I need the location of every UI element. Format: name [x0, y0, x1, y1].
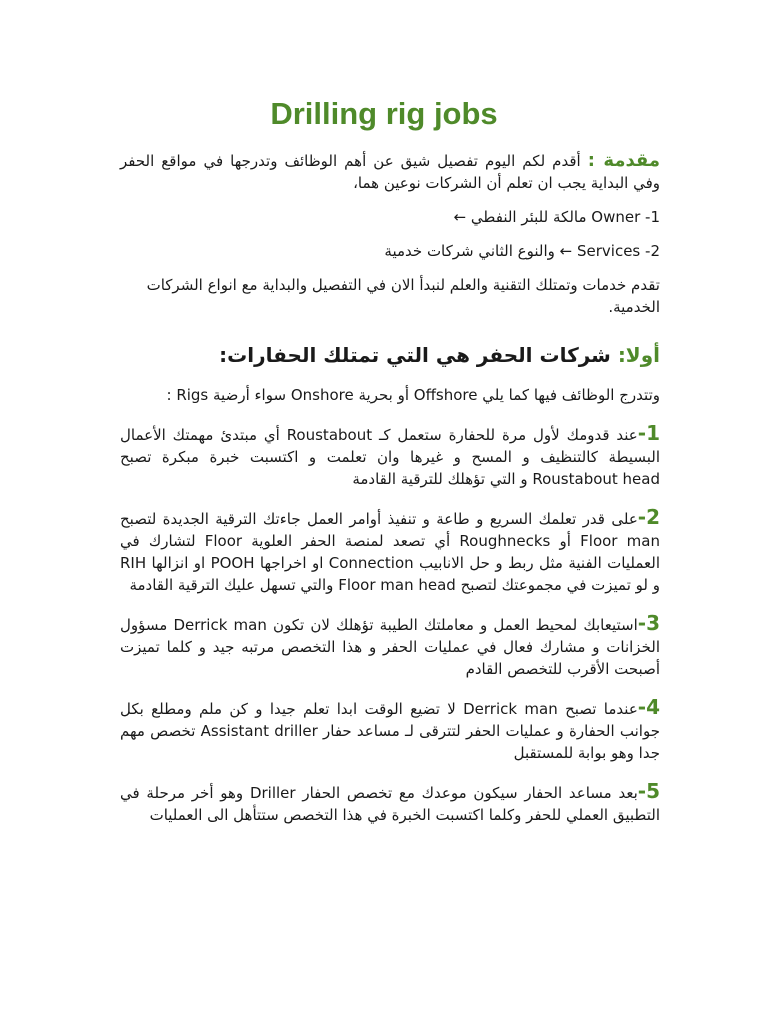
intro-text: أقدم لكم اليوم تفصيل شيق عن أهم الوظائف وتدرجها في مواقع الحفر وفي البداية يجب ان تعلم أن الشركات نوعين هما، [120, 152, 660, 192]
job-text: استيعابك لمحيط العمل و معاملتك الطيبة تؤهلك لان تكون Derrick man مسؤول الخزانات و مشارك فعال في عمليات الحفر و هذا التخصص مرتبه جيد و كلما تميزت أصبحت الأقرب للتخصص القادم [120, 616, 660, 678]
job-text: بعد مساعد الحفار سيكون موعدك مع تخصص الحفار Driller وهو أخر مرحلة في التطبيق العملي للحفر وكلما اكتسبت الخبرة في هذا التخصص ستتأهل الى العمليات [120, 784, 660, 824]
section-title: شركات الحفر هي التي تمتلك الحفارات: [219, 343, 611, 367]
job-number: 2- [637, 505, 660, 529]
section-label: أولا: [617, 343, 660, 367]
job-number: 5- [637, 779, 660, 803]
job-number: 4- [637, 695, 660, 719]
job-text: عندما تصبح Derrick man لا تضيع الوقت ابدا تعلم جيدا و كن ملم ومطلع بكل جوانب الحفارة و عمليات الحفر لتترقى لـ مساعد حفار Assistant driller تخصص مهم جدا وهو بوابة للمستقبل [120, 700, 660, 762]
page-title: Drilling rig jobs [270, 96, 498, 131]
job-text: على قدر تعلمك السريع و طاعة و تنفيذ أوامر العمل جاءتك الترقية الجديدة لتصبح Floor man أو Roughnecks أي تصعد لمنصة الحفر العلوية Floor لتشارك في العمليات الفنية مثل ربط و حل الانابيب Connection او اخراجها POOH او انزالها RIH و لو تميزت في مجموعتك لتصبح Floor man head والتي تسهل عليك الترقية القادمة [120, 510, 660, 594]
services-note: تقدم خدمات وتمتلك التقنية والعلم لنبدأ الان في التفصيل والبداية مع انواع الشركات الخدمية. [146, 276, 660, 316]
company-type-2-number: 2- [645, 242, 660, 260]
company-type-1-number: 1- [645, 208, 660, 226]
rigs-intro: وتتدرج الوظائف فيها كما يلي Offshore أو بحرية Onshore سواء أرضية Rigs : [166, 386, 660, 404]
intro-label: مقدمة : [587, 150, 660, 171]
job-item [120, 612, 660, 680]
job-item [120, 422, 660, 490]
job-item [120, 696, 660, 764]
job-item [120, 506, 660, 596]
intro-paragraph [120, 150, 660, 194]
document-body [120, 150, 660, 842]
company-type-1 [120, 206, 660, 228]
job-item [120, 780, 660, 826]
section-heading [120, 340, 660, 370]
job-text: عند قدومك لأول مرة للحفارة ستعمل كـ Roustabout أي مبتدئ مهمتك الأعمال البسيطة كالتنظيف و المسح و غيرها وان تعلمت و اكتسبت خبرة مبكرة تصبح Roustabout head و التي تؤهلك للترقية القادمة [120, 426, 660, 488]
company-type-2-text: Services ← والنوع الثاني شركات خدمية [384, 242, 641, 260]
company-type-1-text: Owner مالكة للبئر النفطي ← [453, 208, 641, 226]
company-type-2 [120, 240, 660, 262]
job-number: 1- [637, 421, 660, 445]
job-number: 3- [637, 611, 661, 635]
